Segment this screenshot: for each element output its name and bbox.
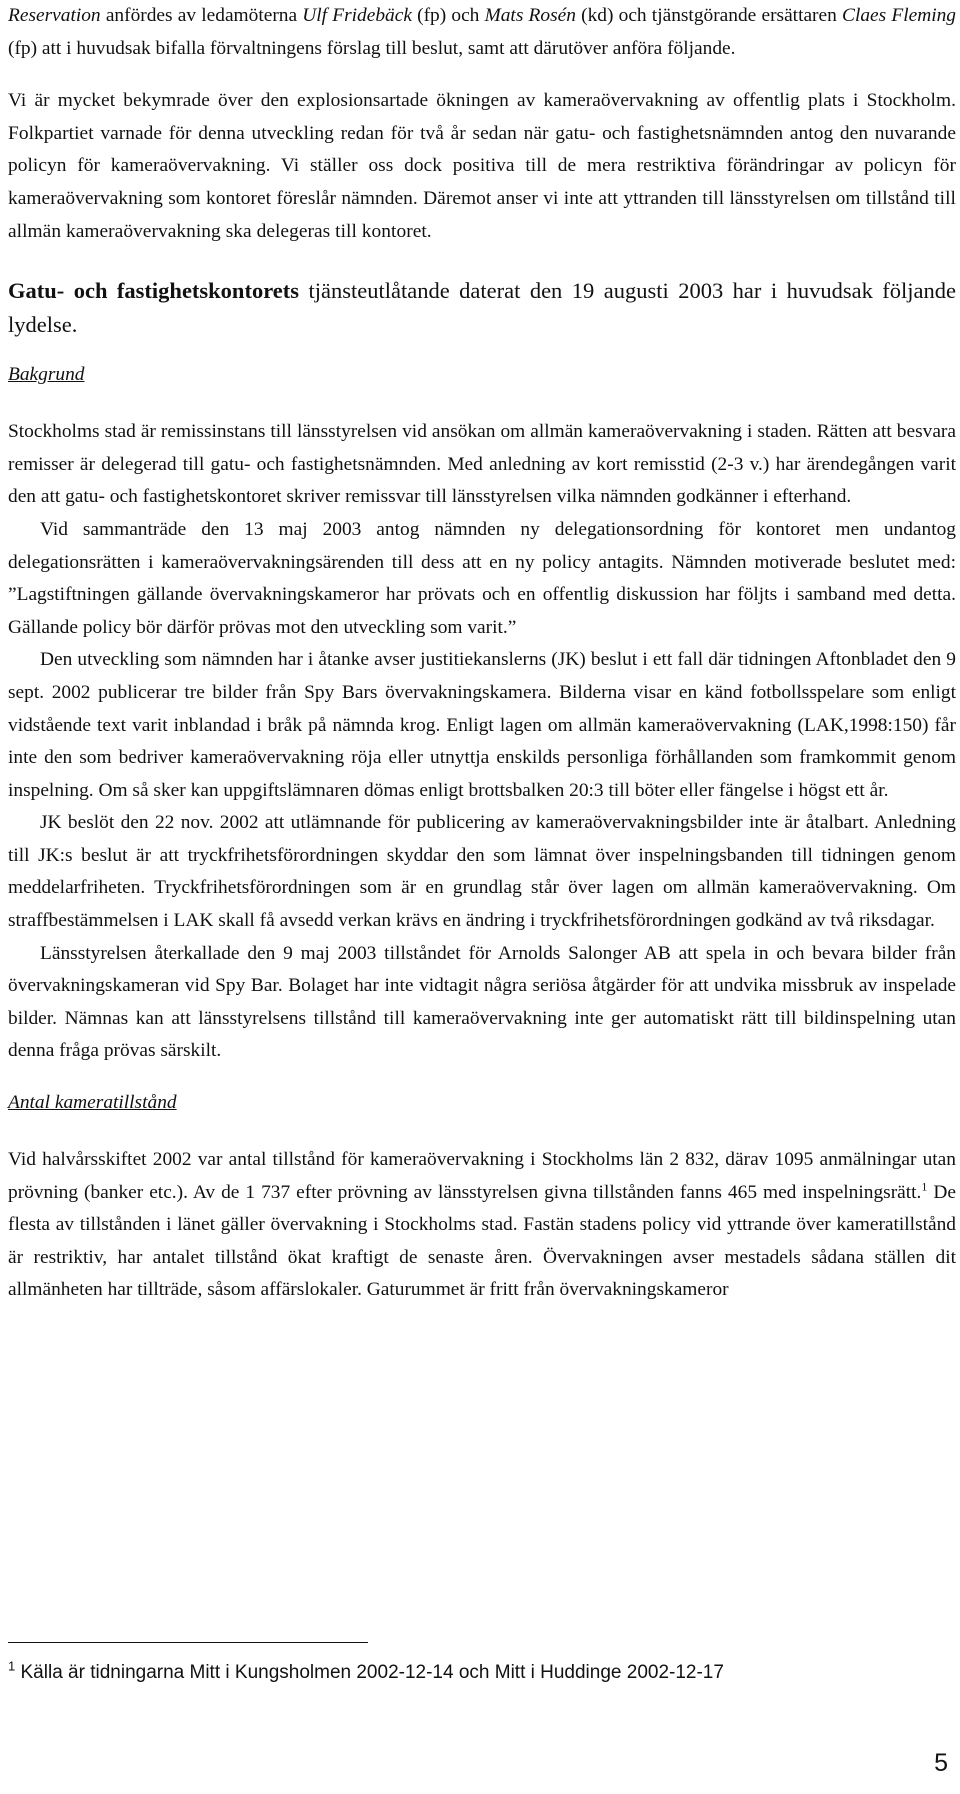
reservation-statement: Vi är mycket bekymrade över den explosionsartade ökningen av kameraövervakning av offentlig plats i Stockholm. Folkpartiet varnade för denna utveckling redan för två år sedan när gatu- och fastighetsnämnden antog den nuvarande policyn för kameraövervakning. Vi ställer oss dock positiva till de mera restriktiva förändringar av policyn för kameraövervakning som kontoret föreslår nämnden. Däremot anser vi inte att yttranden till länsstyrelsen om tillstånd till allmän kameraövervakning ska delegeras till kontoret. bbox=[8, 90, 956, 242]
office-name: Gatu- och fastighetskontorets bbox=[8, 278, 300, 304]
text-segment: (fp) och bbox=[411, 5, 485, 26]
bakgrund-paragraph-5: Länsstyrelsen återkallade den 9 maj 2003 tillståndet för Arnolds Salonger AB att spela in och bevara bilder från övervakningskameran vid Spy Bar. Bolaget har inte vidtagit några seriösa åtgärder för att undvika missbruk av inspelade bilder. Nämnas kan att länsstyrelsens tillstånd till kameraövervakning inte ger automatiskt rätt till bildinspelning utan denna fråga prövas särskilt. bbox=[8, 942, 956, 1062]
page-number: 5 bbox=[934, 1749, 948, 1777]
reservation-word: Reservation bbox=[8, 5, 101, 26]
heading-antal-kameratillstand: Antal kameratillstånd bbox=[8, 1092, 177, 1114]
footnote-reference[interactable]: 1 bbox=[921, 1179, 928, 1194]
footnote-marker: 1 bbox=[8, 1658, 16, 1674]
heading-bakgrund: Bakgrund bbox=[8, 364, 85, 386]
bakgrund-paragraph-3: Den utveckling som nämnden har i åtanke avser justitiekanslerns (JK) beslut i ett fall där tidningen Aftonbladet den 9 sept. 2002 publicerar tre bilder från Spy Bars övervakningskamera. Bilderna visar en känd fotbollsspelare som enligt vidstående text varit inblandad i bråk på nämnda krog. Enligt lagen om allmän kameraövervakning (LAK,1998:150) får inte den som bedriver kameraövervakning röja eller utnyttja enskilds personliga förhållanden som framkommit genom inspelning. Om så sker kan uppgiftslämnaren dömas enligt brottsbalken 20:3 till böter eller fängelse i högst ett år. bbox=[8, 649, 956, 801]
footnote-divider bbox=[8, 1642, 368, 1643]
member-name: Claes Fleming bbox=[842, 5, 956, 26]
bakgrund-paragraph-1: Stockholms stad är remissinstans till länsstyrelsen vid ansökan om allmän kameraövervakning i staden. Rätten att besvara remisser är delegerad till gatu- och fastighetsnämnden. Med anledning av kort remisstid (2-3 v.) har ärendegången varit den att gatu- och fastighetskontoret skriver remissvar till länsstyrelsen vilka nämnden godkänner i efterhand. bbox=[8, 421, 956, 508]
text-segment: Vid halvårsskiftet 2002 var antal tillstånd för kameraövervakning i Stockholms län 2 832, därav 1095 anmälningar utan prövning (banker etc.). Av de 1 737 efter prövning av länsstyrelsen givna tillstånden fanns 465 med inspelningsrätt. bbox=[8, 1149, 956, 1203]
text-segment: anfördes av ledamöterna bbox=[100, 5, 303, 26]
intro-statement bbox=[8, 274, 956, 342]
bakgrund-paragraph-4: JK beslöt den 22 nov. 2002 att utlämnande för publicering av kameraövervakningsbilder inte är åtalbart. Anledning till JK:s beslut är att tryckfrihetsförordningen skyddar den som lämnat över inspelningsbanden till tidningen genom meddelarfriheten. Tryckfrihetsförordningen som är en grundlag står över lagen om allmän kameraövervakning. Om straffbestämmelsen i LAK skall få avsedd verkan krävs en ändring i tryckfrihetsförordningen godkänd av två riksdagar. bbox=[8, 812, 956, 932]
document-page bbox=[8, 0, 956, 1307]
text-segment: (fp) att i huvudsak bifalla förvaltningens förslag till beslut, samt att därutöver anföra följande. bbox=[8, 37, 736, 59]
bakgrund-paragraph-2: Vid sammanträde den 13 maj 2003 antog nämnden ny delegationsordning för kontoret men undantog delegationsrätten i kameraövervakningsärenden till dess att en ny policy antagits. Nämnden motiverade beslutet med: ”Lagstiftningen gällande övervakningskameror har prövats och en offentlig diskussion har följts i samband med detta. Gällande policy bör därför prövas mot den utveckling som varit.” bbox=[8, 518, 956, 638]
member-name: Mats Rosén bbox=[484, 5, 576, 26]
footnote bbox=[8, 1658, 724, 1688]
reservation-paragraph bbox=[8, 0, 956, 65]
member-name: Ulf Fridebäck bbox=[302, 5, 412, 26]
footnote-text: Källa är tidningarna Mitt i Kungsholmen 2002-12-14 och Mitt i Huddinge 2002-12-17 bbox=[15, 1662, 724, 1683]
text-segment: (kd) och tjänstgörande ersättaren bbox=[575, 5, 843, 26]
antal-paragraph bbox=[8, 1144, 956, 1307]
text-segment: tjänsteutlåtande daterat den 19 augusti 2003 har i huvudsak följande lydelse. bbox=[8, 278, 957, 338]
text-segment: De flesta av tillstånden i länet gäller övervakning i Stockholms stad. Fastän stadens policy vid yttrande över kameratillstånd är restriktiv, har antalet tillstånd ökat kraftigt de senaste åren. Övervakningen avser mestadels sådana ställen dit allmänheten har tillträde, såsom affärslokaler. Gaturummet är fritt från övervakningskameror bbox=[8, 1181, 956, 1301]
